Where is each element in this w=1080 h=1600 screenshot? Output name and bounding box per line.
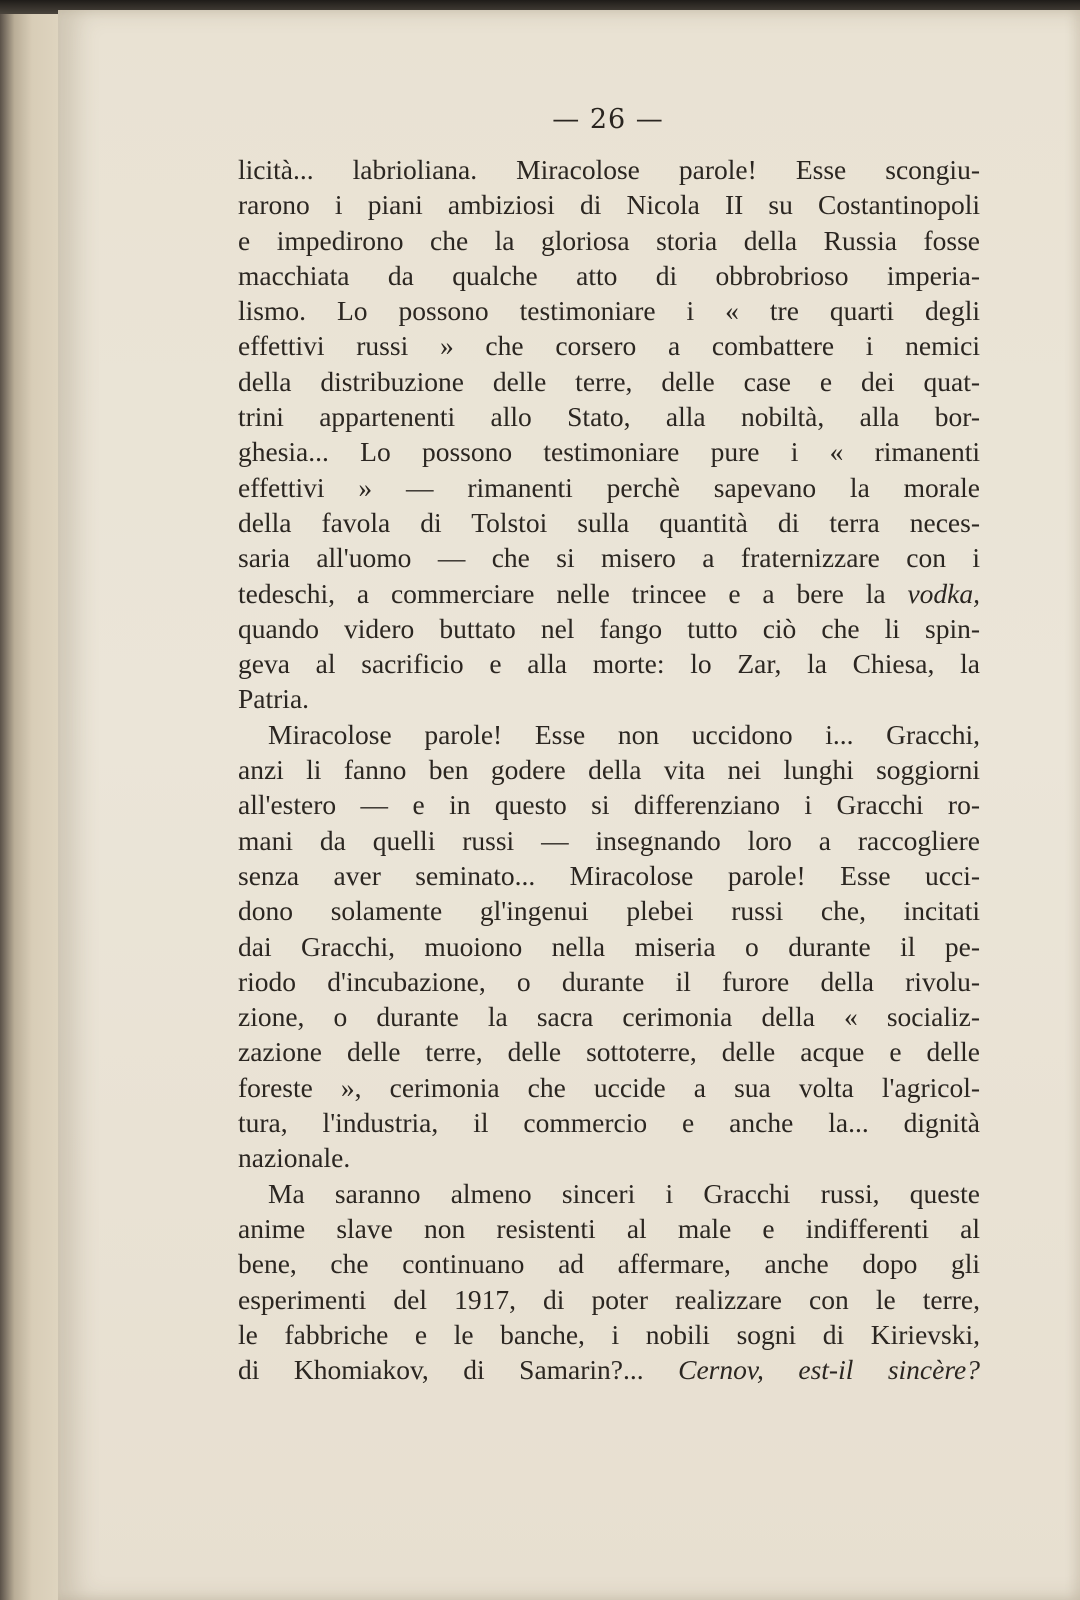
- text-line-with-italic: [238, 576, 980, 611]
- text-line: esperimenti del 1917, di poter realizzare con le terre,: [238, 1283, 980, 1315]
- text-line-with-italic: [238, 1352, 980, 1387]
- paragraph-3: [238, 1176, 980, 1388]
- text-line: effettivi » — rimanenti perchè sapevano la morale: [238, 471, 980, 503]
- text-line: lismo. Lo possono testimoniare i « tre quarti degli: [238, 295, 980, 327]
- text-line: zione, o durante la sacra cerimonia della « socializ-: [238, 1001, 980, 1033]
- text-line: le fabbriche e le banche, i nobili sogni di Kirievski,: [238, 1318, 980, 1350]
- text-line: Ma saranno almeno sinceri i Gracchi russi, queste: [268, 1177, 980, 1209]
- text-segment: tedeschi, a commerciare nelle trincee e a bere la: [238, 577, 908, 609]
- text-line: effettivi russi » che corsero a combattere i nemici: [238, 330, 980, 362]
- text-line: saria all'uomo — che si misero a fraternizzare con i: [238, 542, 980, 574]
- text-line: anzi li fanno ben godere della vita nei lunghi soggiorni: [238, 754, 980, 786]
- text-line: nazionale.: [238, 1142, 351, 1174]
- text-line: anime slave non resistenti al male e indifferenti al: [238, 1212, 980, 1244]
- text-line: quando videro buttato nel fango tutto ciò che li spin-: [238, 612, 980, 644]
- text-line: licità... labrioliana. Miracolose parole! Esse scongiu-: [238, 154, 980, 185]
- paragraph-2: [238, 717, 980, 1176]
- text-line: tura, l'industria, il commercio e anche la... dignità: [238, 1107, 980, 1139]
- text-line: senza aver seminato... Miracolose parole! Esse ucci-: [238, 859, 980, 891]
- text-line: Patria.: [238, 683, 310, 715]
- text-segment: di Khomiakov, di Samarin?...: [238, 1354, 679, 1386]
- text-line: geva al sacrificio e alla morte: lo Zar, la Chiesa, la: [238, 648, 980, 680]
- paragraph-1: [238, 152, 980, 717]
- text-line: mani da quelli russi — insegnando loro a raccogliere: [238, 824, 980, 856]
- text-line: Miracolose parole! Esse non uccidono i... Gracchi,: [268, 718, 980, 750]
- text-line: foreste », cerimonia che uccide a sua volta l'agricol-: [238, 1071, 980, 1103]
- page-number: — 26 —: [552, 104, 664, 135]
- text-line: dai Gracchi, muoiono nella miseria o durante il pe-: [238, 930, 980, 962]
- text-line: e impedirono che la gloriosa storia della Russia fosse: [238, 224, 980, 256]
- text-line: dono solamente gl'ingenui plebei russi che, incitati: [238, 895, 980, 927]
- text-line: ghesia... Lo possono testimoniare pure i « rimanenti: [238, 436, 980, 468]
- text-line: della favola di Tolstoi sulla quantità di terra neces-: [238, 506, 980, 538]
- text-line: zazione delle terre, delle sottoterre, delle acque e delle: [238, 1036, 980, 1068]
- text-line: trini appartenenti allo Stato, alla nobiltà, alla bor-: [238, 401, 980, 433]
- text-line: bene, che continuano ad affermare, anche dopo gli: [238, 1248, 980, 1280]
- text-line: all'estero — e in questo si differenziano i Gracchi ro-: [238, 789, 980, 821]
- italic-word: vodka,: [907, 577, 980, 609]
- body-text: [238, 152, 980, 1387]
- text-line: rarono i piani ambiziosi di Nicola II su Costantinopoli: [238, 189, 980, 221]
- italic-phrase: Cernov, est-il sincère?: [678, 1354, 980, 1386]
- text-line: riodo d'incubazione, o durante il furore della rivolu-: [238, 965, 980, 997]
- text-line: della distribuzione delle terre, delle case e dei quat-: [238, 365, 980, 397]
- text-line: macchiata da qualche atto di obbrobrioso imperia-: [238, 259, 980, 291]
